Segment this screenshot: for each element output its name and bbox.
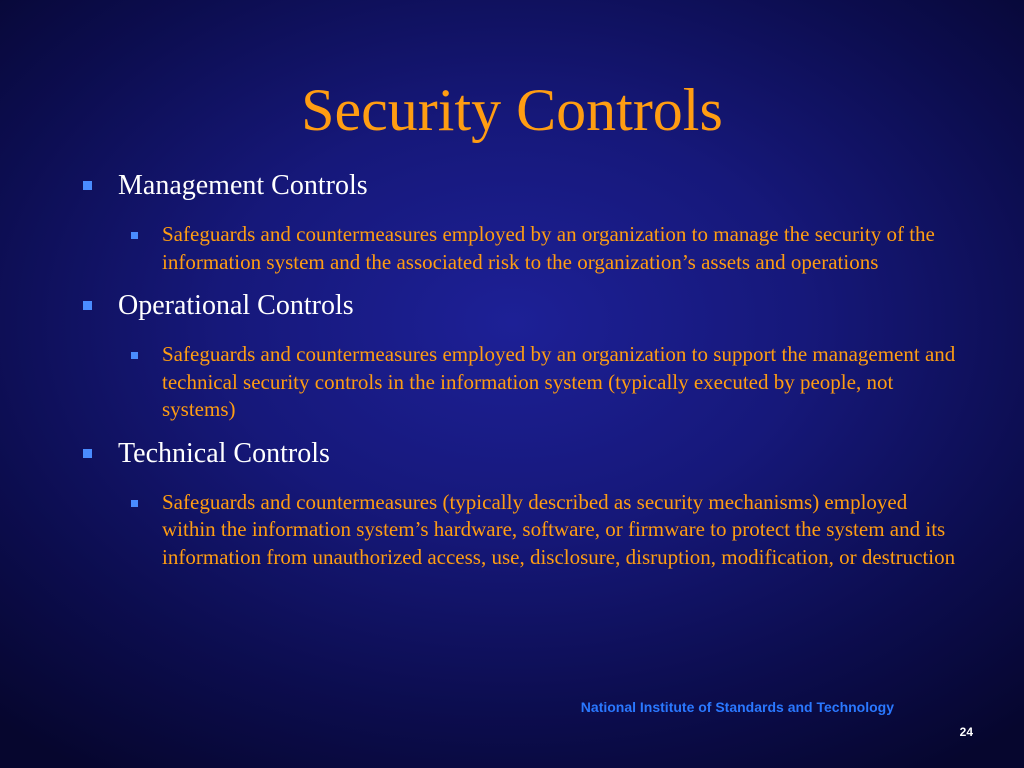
square-bullet-icon bbox=[83, 301, 92, 310]
sub-bullet-technical-detail bbox=[122, 489, 958, 572]
footer-organization: National Institute of Standards and Technology bbox=[580, 699, 894, 715]
square-bullet-icon bbox=[131, 500, 138, 507]
bullet-heading: Technical Controls bbox=[118, 437, 330, 469]
bullet-detail: Safeguards and countermeasures employed by an organization to manage the security of the information system and the associated risk to the organization’s assets and operations bbox=[162, 222, 935, 274]
bullet-operational-controls bbox=[78, 288, 958, 324]
bullet-heading: Management Controls bbox=[118, 170, 368, 201]
bullet-technical-controls bbox=[78, 436, 958, 472]
sub-bullet-operational-detail bbox=[122, 341, 958, 424]
bullet-heading: Operational Controls bbox=[118, 290, 354, 321]
bullet-detail: Safeguards and countermeasures (typically described as security mechanisms) employed within the information system’s hardware, software, or firmware to protect the system and its information from unauthorized access, use, disclosure, disruption, modification, or destruction bbox=[162, 489, 956, 569]
square-bullet-icon bbox=[83, 181, 92, 190]
sub-bullet-management-detail bbox=[122, 221, 958, 276]
slide-title: Security Controls bbox=[301, 77, 723, 143]
square-bullet-icon bbox=[131, 352, 138, 359]
square-bullet-icon bbox=[83, 449, 92, 458]
bullet-detail: Safeguards and countermeasures employed by an organization to support the management and technical security controls in the information system (typically executed by people, not systems) bbox=[162, 342, 956, 421]
bullet-list bbox=[78, 168, 958, 581]
page-number: 24 bbox=[959, 725, 973, 739]
square-bullet-icon bbox=[131, 232, 138, 239]
bullet-management-controls bbox=[78, 168, 958, 204]
